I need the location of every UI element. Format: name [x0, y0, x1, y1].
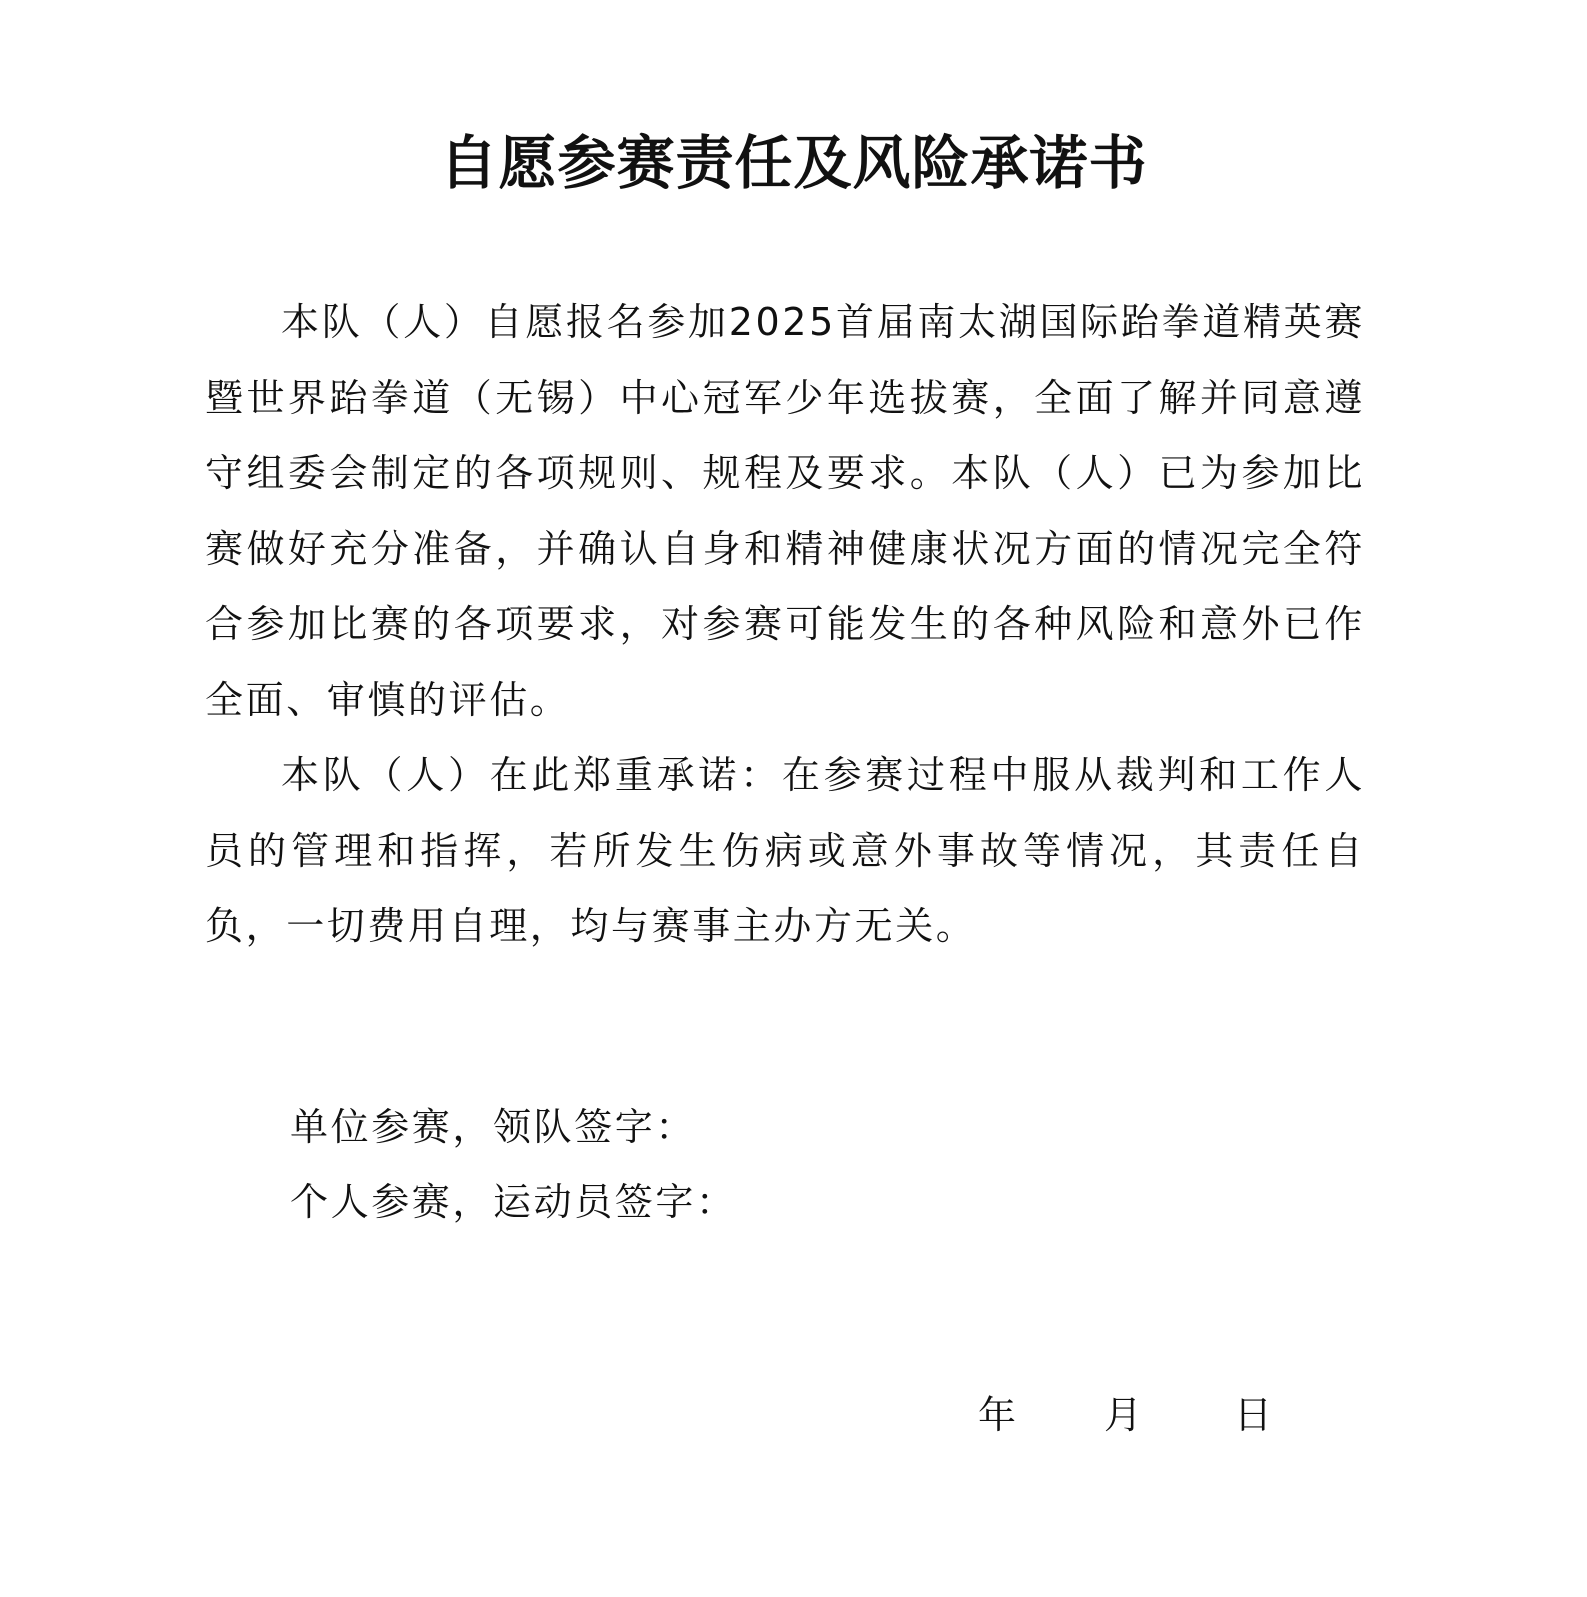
document-body: [205, 285, 1365, 965]
paragraph-declaration: 本队（人）自愿报名参加2025首届南太湖国际跆拳道精英赛暨世界跆拳道（无锡）中心冠军少年选拔赛，全面了解并同意遵守组委会制定的各项规则、规程及要求。本队（人）已为参加比赛做好充分准备，并确认自身和精神健康状况方面的情况完全符合参加比赛的各项要求，对参赛可能发生的各种风险和意外已作全面、审慎的评估。: [205, 300, 1365, 722]
signature-block: [290, 1090, 1190, 1240]
date-year-label: 年: [978, 1393, 1017, 1437]
date-line: [978, 1385, 1378, 1445]
date-day-label: 日: [1234, 1393, 1273, 1437]
athlete-signature-label: 个人参赛，运动员签字：: [290, 1180, 737, 1224]
team-leader-signature-label: 单位参赛，领队签字：: [290, 1105, 697, 1149]
date-month-label: 月: [1104, 1393, 1143, 1437]
paragraph-commitment: 本队（人）在此郑重承诺：在参赛过程中服从裁判和工作人员的管理和指挥，若所发生伤病或意外事故等情况，其责任自负，一切费用自理，均与赛事主办方无关。: [205, 753, 1365, 948]
document-title: 自愿参赛责任及风险承诺书: [439, 129, 1148, 197]
